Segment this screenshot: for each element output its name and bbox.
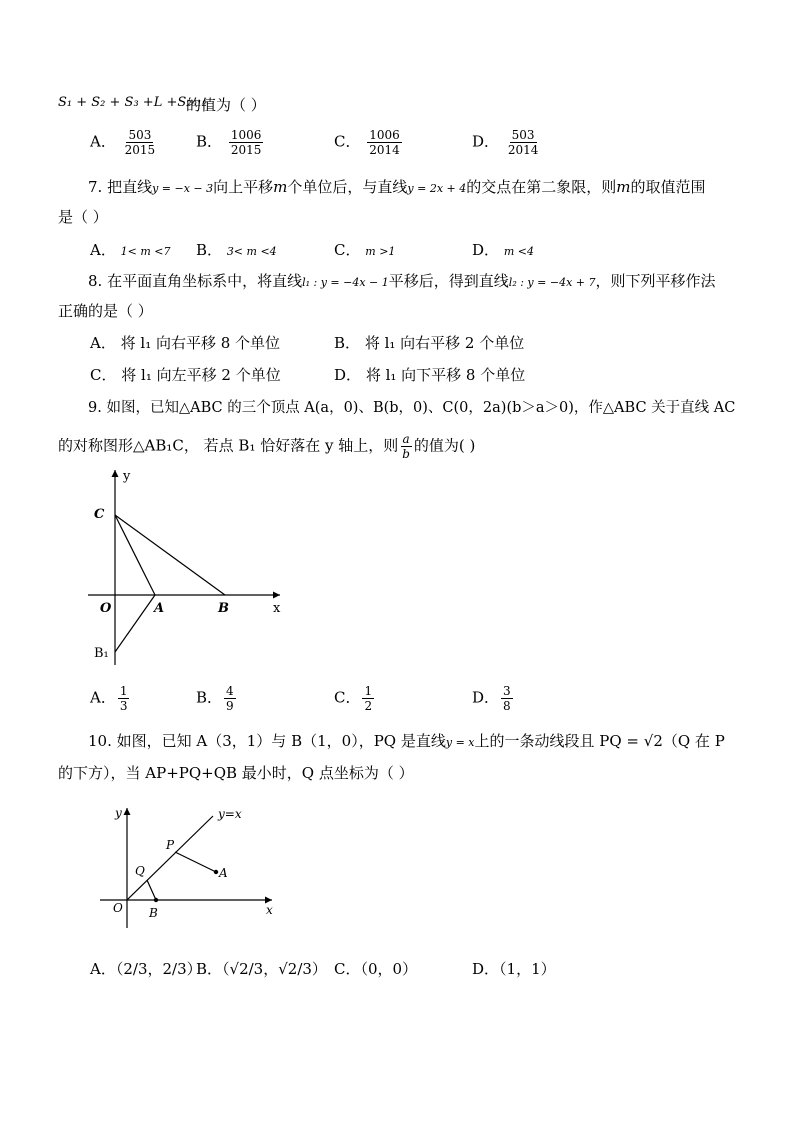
option-text: （1，1）	[499, 960, 556, 978]
option-text: 将 l₁ 向右平移 8 个单位	[120, 334, 281, 352]
line-y-equals-x	[127, 816, 213, 900]
math-expr: y = x	[445, 736, 475, 749]
fraction	[506, 128, 541, 157]
label-x: x	[266, 903, 273, 917]
text: 平移后，得到直线	[388, 272, 509, 290]
q10-option-c[interactable]	[334, 958, 417, 979]
frac-num: 503	[511, 128, 535, 142]
segment-cb	[115, 515, 225, 595]
fraction	[367, 128, 402, 157]
q10-option-d[interactable]	[472, 958, 556, 979]
q9-stem-line1: 9. 如图，已知△ABC 的三个顶点 A(a，0)、B(b，0)、C(0，2a)(b＞a＞0)，作△ABC 关于直线 AC	[88, 400, 736, 416]
frac-den: 2014	[369, 143, 400, 157]
q9-option-c[interactable]	[334, 684, 376, 713]
text: 的对称图形△AB₁C， 若点 B₁ 恰好落在 y 轴上，则	[58, 436, 399, 455]
label-a: A	[154, 601, 165, 616]
q8-option-d[interactable]	[334, 364, 525, 385]
option-letter: B．	[196, 688, 223, 707]
frac-num: 1	[364, 684, 373, 698]
q9-option-d[interactable]	[472, 684, 515, 713]
math-expr: y = 2x + 4	[407, 182, 467, 195]
fraction	[362, 684, 374, 713]
q10-stem-line2: 的下方），当 AP+PQ+QB 最小时，Q 点坐标为（ ）	[58, 764, 414, 782]
option-letter: B．	[196, 960, 223, 978]
option-letter: C．	[334, 241, 361, 259]
frac-den: 2015	[230, 143, 262, 157]
option-text: 1< m <7	[120, 245, 171, 258]
frac-den: 9	[226, 699, 234, 713]
q6-stem-tail: 的值为（ ）	[186, 96, 266, 114]
text: 10. 如图，已知 A（3，1）与 B（1，0），PQ 是直线	[88, 732, 446, 750]
option-text: 将 l₁ 向下平移 8 个单位	[365, 366, 526, 384]
text: 8. 在平面直角坐标系中，将直线	[88, 272, 303, 290]
option-letter: B．	[196, 241, 223, 259]
option-text: 将 l₁ 向右平移 2 个单位	[364, 334, 525, 352]
option-text: m <4	[503, 245, 534, 258]
label-line: y=x	[218, 807, 242, 821]
option-text: （√2/3，√2/3）	[222, 960, 327, 978]
q8-stem-line2: 正确的是（ ）	[58, 302, 153, 320]
text: 向上平移	[213, 178, 274, 196]
math-var: m	[273, 178, 288, 196]
q6-series-expression: S₁ + S₂ + S₃ +L +S₂₀₁₂	[58, 95, 208, 110]
q10-figure	[90, 800, 290, 930]
q6-option-d[interactable]	[472, 128, 542, 157]
q7-option-d[interactable]	[472, 239, 534, 260]
label-x: x	[273, 601, 281, 616]
label-b: B	[149, 906, 158, 920]
option-text: 3< m <4	[226, 245, 277, 258]
option-letter: D．	[472, 132, 500, 151]
option-text: 将 l₁ 向左平移 2 个单位	[121, 366, 281, 384]
frac-den: 2014	[507, 143, 539, 157]
option-letter: B．	[196, 132, 223, 151]
q7-stem-line2: 是（ ）	[58, 208, 108, 226]
q6-option-a[interactable]	[90, 128, 159, 157]
option-letter: D．	[334, 366, 362, 384]
q6-option-b[interactable]	[196, 128, 265, 157]
option-letter: D．	[472, 688, 500, 707]
frac-num: 1006	[369, 128, 400, 142]
option-letter: A．	[90, 960, 116, 978]
option-letter: A．	[90, 132, 116, 151]
segment-ca	[115, 515, 155, 595]
frac-num: 3	[503, 684, 511, 698]
option-text: m >1	[365, 245, 396, 258]
q6-option-c[interactable]	[334, 128, 404, 157]
q8-option-c[interactable]	[90, 364, 281, 385]
fraction	[229, 128, 264, 157]
segment-qb	[147, 880, 156, 900]
option-letter: C．	[334, 132, 361, 151]
q8-stem-line1	[88, 270, 716, 291]
label-a: A	[219, 866, 228, 880]
option-letter: D．	[472, 241, 500, 259]
math-expr: l₂ : y = −4x + 7	[508, 276, 596, 289]
label-c: C	[94, 507, 105, 522]
option-text: （2/3，2/3）	[115, 960, 202, 978]
frac-num: a	[402, 432, 410, 446]
option-letter: C．	[334, 688, 361, 707]
q10-stem-line1	[88, 730, 725, 751]
fraction	[400, 432, 412, 461]
q9-figure	[80, 460, 300, 670]
text: 的取值范围	[630, 178, 706, 196]
fraction	[224, 684, 236, 713]
frac-num: 1006	[230, 128, 262, 142]
fraction	[118, 684, 130, 713]
label-y: y	[115, 806, 122, 820]
frac-den: 2015	[124, 143, 156, 157]
segment-pa	[175, 852, 216, 872]
fraction	[123, 128, 158, 157]
q7-stem-line1	[88, 176, 706, 197]
frac-num: 1	[119, 684, 128, 698]
text: ，则下列平移作法	[595, 272, 716, 290]
label-b1: B₁	[94, 646, 109, 661]
q8-option-b[interactable]	[334, 332, 524, 353]
option-letter: B．	[334, 334, 361, 352]
q7-option-a[interactable]	[90, 239, 170, 260]
segment-b1a	[115, 595, 155, 652]
option-letter: A．	[90, 241, 116, 259]
option-letter: C．	[90, 366, 117, 384]
q7-option-b[interactable]	[196, 239, 277, 260]
frac-den: 8	[503, 699, 511, 713]
frac-den: b	[402, 447, 410, 461]
text: 的交点在第二象限，则	[466, 178, 617, 196]
text: 的值为( )	[413, 436, 476, 455]
q8-option-a[interactable]	[90, 332, 280, 353]
math-expr: l₁ : y = −4x − 1	[302, 276, 389, 289]
label-p: P	[166, 838, 175, 852]
label-q: Q	[135, 864, 145, 878]
q10-option-b[interactable]	[196, 958, 327, 979]
point-b	[154, 898, 158, 902]
q9-stem-line2	[58, 432, 475, 461]
frac-num: 503	[128, 128, 152, 142]
math-expr: y = −x − 3	[152, 182, 214, 195]
q9-option-b[interactable]	[196, 684, 238, 713]
label-o: O	[100, 601, 112, 616]
fraction	[501, 684, 513, 713]
text: 7. 把直线	[88, 178, 153, 196]
text: 个单位后，与直线	[287, 178, 408, 196]
point-a	[214, 870, 218, 874]
math-var: m	[616, 178, 631, 196]
frac-num: 4	[226, 684, 234, 698]
q10-option-a[interactable]	[90, 958, 202, 979]
frac-den: 3	[119, 699, 128, 713]
option-letter: A．	[90, 334, 116, 352]
text: 上的一条动线段且 PQ = √2（Q 在 P	[474, 732, 725, 750]
label-o: O	[113, 901, 123, 915]
option-text: （0，0）	[360, 960, 418, 978]
option-letter: A．	[90, 688, 116, 707]
option-letter: D．	[472, 960, 500, 978]
frac-den: 2	[364, 699, 373, 713]
q7-option-c[interactable]	[334, 239, 395, 260]
label-y: y	[123, 469, 131, 484]
option-letter: C．	[334, 960, 361, 978]
label-b: B	[218, 601, 229, 616]
q9-option-a[interactable]	[90, 684, 131, 713]
